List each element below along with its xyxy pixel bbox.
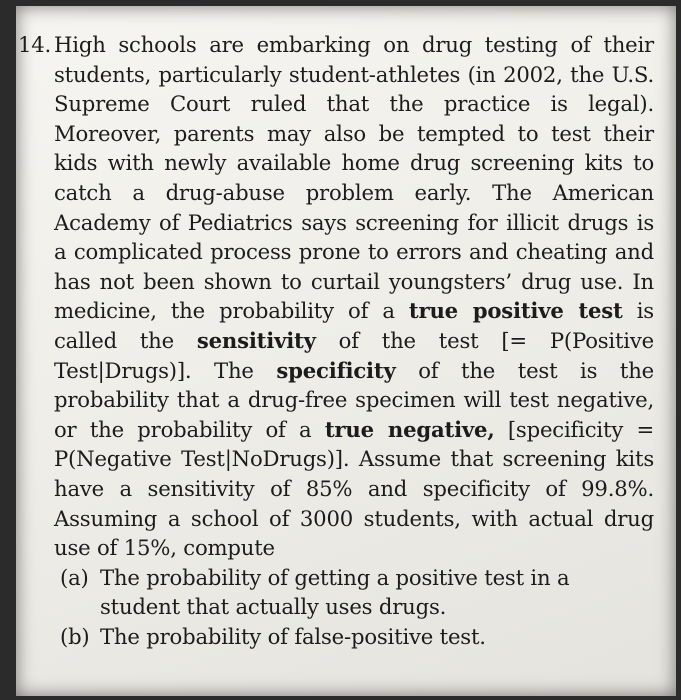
term-specificity: specificity	[276, 357, 396, 383]
part-b-text: The probability of false-positive test.	[100, 623, 486, 649]
statement-text-3: of the test [= P(Positive Test|Drugs)]. The	[54, 327, 654, 383]
part-a	[54, 563, 654, 622]
part-a-label: (a)	[60, 564, 89, 590]
term-sensitivity: sensitivity	[196, 327, 316, 353]
term-true-positive: true positive test	[408, 298, 623, 324]
statement-text-2: is called the	[54, 298, 654, 353]
textbook-page	[16, 6, 676, 696]
problem-number: 14.	[18, 32, 52, 57]
term-true-negative: true negative,	[324, 416, 495, 442]
part-b	[54, 622, 654, 652]
statement-text-5: [specificity = P(Negative Test|NoDrugs)]. Assume that screening kits have a sensitivity of 85% and specificity of 99.8%. Assuming a school of 3000 students, with actual drug use of 15%, compute	[54, 416, 654, 561]
part-a-text: The probability of getting a positive test in a student that actually uses drugs.	[100, 564, 570, 620]
part-b-label: (b)	[60, 623, 90, 649]
problem-statement	[54, 30, 654, 563]
statement-text-1: High schools are embarking on drug testing of their students, particularly student-athletes (in 2002, the U.S. Supreme Court ruled that the practice is legal). Moreover, parents may also be tempted to test their kids with newly available home drug screening kits to catch a drug-abuse problem early. The American Academy of Pediatrics says screening for illicit drugs is a complicated process prone to errors and cheating and has not been shown to curtail youngsters’ drug use. In medicine, the probability of a	[54, 32, 654, 324]
statement-text-4: of the test is the probability that a drug-free specimen will test negative, or the probability of a	[54, 357, 654, 442]
problem-14	[18, 30, 654, 651]
